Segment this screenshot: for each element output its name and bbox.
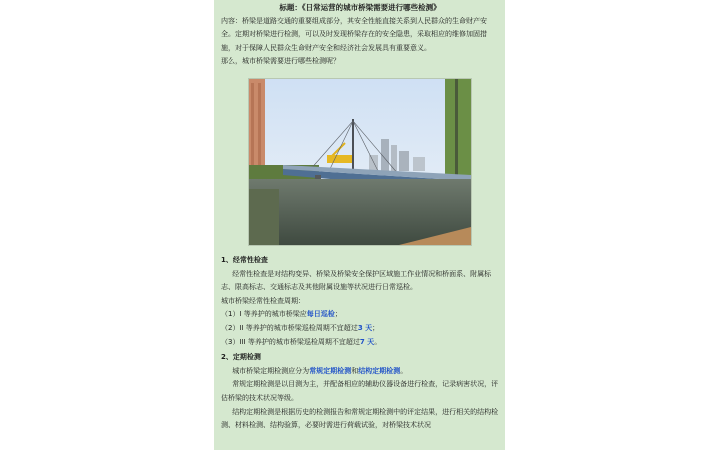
cycle-item-highlight: 7 天 bbox=[359, 337, 375, 346]
cycle-item-1 bbox=[221, 308, 499, 322]
section1-cycle-title: 城市桥梁经常性检查周期： bbox=[221, 296, 305, 305]
section2-intro bbox=[221, 365, 499, 379]
section2-paragraph-1: 常规定期检测是以目测为主，并配备相应的辅助仪器设备进行检查，记录病害状况，评估桥梁的技术状况等级。 bbox=[221, 380, 499, 402]
section1-heading: 1、经常性检查 bbox=[221, 255, 268, 264]
cycle-item-highlight: 3 天 bbox=[357, 323, 373, 332]
intro-paragraph: 内容：桥梁是道路交通的重要组成部分，其安全性能直接关系到人民群众的生命财产安全。定期对桥梁进行检测，可以及时发现桥梁存在的安全隐患，采取相应的维修加固措施，对于保障人民群众生命财产安全和经济社会发展具有重要意义。 bbox=[221, 16, 487, 52]
structural-inspection-highlight: 结构定期检测 bbox=[358, 366, 401, 375]
cycle-item-suffix: ； bbox=[334, 310, 342, 319]
section2-intro-mid: 和 bbox=[351, 366, 359, 375]
cycle-item-text: （3）III 等养护的城市桥梁巡检周期不宜超过 bbox=[221, 337, 360, 346]
section2-intro-prefix: 城市桥梁定期检测应分为 bbox=[232, 366, 310, 375]
cycle-item-text: （1）I 等养护的城市桥梁应 bbox=[221, 310, 307, 319]
section2-intro-suffix: 。 bbox=[400, 366, 408, 375]
cycle-item-2 bbox=[221, 322, 499, 336]
section2-heading: 2、定期检测 bbox=[221, 353, 261, 362]
bridge-photo bbox=[248, 78, 472, 246]
routine-inspection-highlight: 常规定期检测 bbox=[309, 366, 352, 375]
section2-paragraph-2: 结构定期检测是根据历史的检测报告和常规定期检测中的评定结果，进行相关的结构检测、材料检测、结构验算，必要时需进行荷载试验，对桥梁技术状况 bbox=[221, 407, 499, 430]
cycle-item-highlight: 每日巡检 bbox=[306, 310, 335, 319]
question-paragraph: 那么，城市桥梁需要进行哪些检测呢？ bbox=[221, 57, 340, 66]
section1-body: 经常性检查是对结构变异、桥梁及桥梁安全保护区域施工作业情况和桥面系、附属标志、限高标志、交通标志及其他附属设施等状况进行日常巡检。 bbox=[221, 269, 492, 292]
cycle-item-3 bbox=[221, 336, 499, 350]
document-page bbox=[214, 0, 505, 450]
cycle-item-suffix: 。 bbox=[374, 337, 382, 346]
cycle-item-suffix: ； bbox=[372, 323, 380, 332]
cycle-item-text: （2）II 等养护的城市桥梁巡检周期不宜超过 bbox=[221, 323, 358, 332]
document-title: 标题：《日常运营的城市桥梁需要进行哪些检测》 bbox=[279, 3, 441, 12]
